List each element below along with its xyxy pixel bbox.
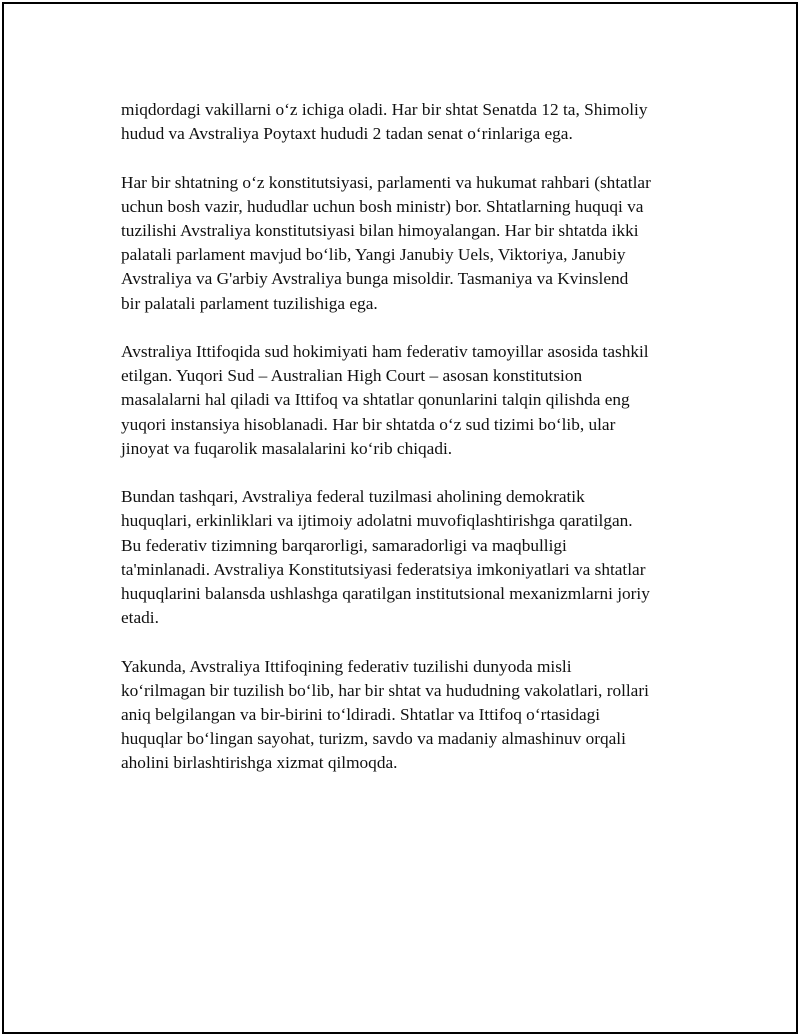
document-body [121,98,691,800]
text-line: aholini birlashtirishga xizmat qilmoqda. [121,753,398,773]
text-line: Har bir shtatning o‘z konstitutsiyasi, parlamenti va hukumat rahbari (shtatlar [121,172,651,192]
paragraph-5 [121,655,691,776]
text-line: jinoyat va fuqarolik masalalarini ko‘rib chiqadi. [121,438,453,458]
text-line: Bundan tashqari, Avstraliya federal tuzilmasi aholining demokratik [121,487,585,507]
text-line: Bu federativ tizimning barqarorligi, samaradorligi va maqbulligi [121,535,567,555]
paragraph-2 [121,171,691,316]
text-line: etilgan. Yuqori Sud – Australian High Court – asosan konstitutsion [121,366,583,386]
text-line: ta'minlanadi. Avstraliya Konstitutsiyasi federatsiya imkoniyatlari va shtatlar [121,559,646,579]
text-line: palatali parlament mavjud bo‘lib, Yangi Janubiy Uels, Viktoriya, Janubiy [121,245,626,265]
text-line: miqdordagi vakillarni o‘z ichiga oladi. Har bir shtat Senatda 12 ta, Shimoliy [121,100,648,119]
text-line: Avstraliya va G'arbiy Avstraliya bunga misoldir. Tasmaniya va Kvinslend [121,269,629,289]
paragraph-3 [121,340,691,461]
text-line: huquqlari, erkinliklari va ijtimoiy adolatni muvofiqlashtirishga qaratilgan. [121,511,633,531]
text-line: huquqlarini balansda ushlashga qaratilgan institutsional mexanizmlarni joriy [121,584,650,604]
text-line: bir palatali parlament tuzilishiga ega. [121,293,378,313]
paragraph-4 [121,485,691,630]
document-page [2,2,798,1034]
text-line: masalalarni hal qiladi va Ittifoq va shtatlar qonunlarini talqin qilishda eng [121,390,630,410]
paragraph-1 [121,98,691,146]
text-line: etadi. [121,608,159,628]
text-line: uchun bosh vazir, hududlar uchun bosh ministr) bor. Shtatlarning huquqi va [121,196,644,216]
text-line: Avstraliya Ittifoqida sud hokimiyati ham federativ tamoyillar asosida tashkil [121,342,649,361]
text-line: ko‘rilmagan bir tuzilish bo‘lib, har bir shtat va hududning vakolatlari, rollari [121,680,649,700]
text-line: Yakunda, Avstraliya Ittifoqining federativ tuzilishi dunyoda misli [121,656,572,676]
text-line: yuqori instansiya hisoblanadi. Har bir shtatda o‘z sud tizimi bo‘lib, ular [121,414,616,434]
text-line: tuzilishi Avstraliya konstitutsiyasi bilan himoyalangan. Har bir shtatda ikki [121,221,639,240]
text-line: hudud va Avstraliya Poytaxt hududi 2 tadan senat o‘rinlariga ega. [121,124,573,144]
text-line: aniq belgilangan va bir-birini to‘ldiradi. Shtatlar va Ittifoq o‘rtasidagi [121,705,601,725]
text-line: huquqlar bo‘lingan sayohat, turizm, savdo va madaniy almashinuv orqali [121,729,626,749]
